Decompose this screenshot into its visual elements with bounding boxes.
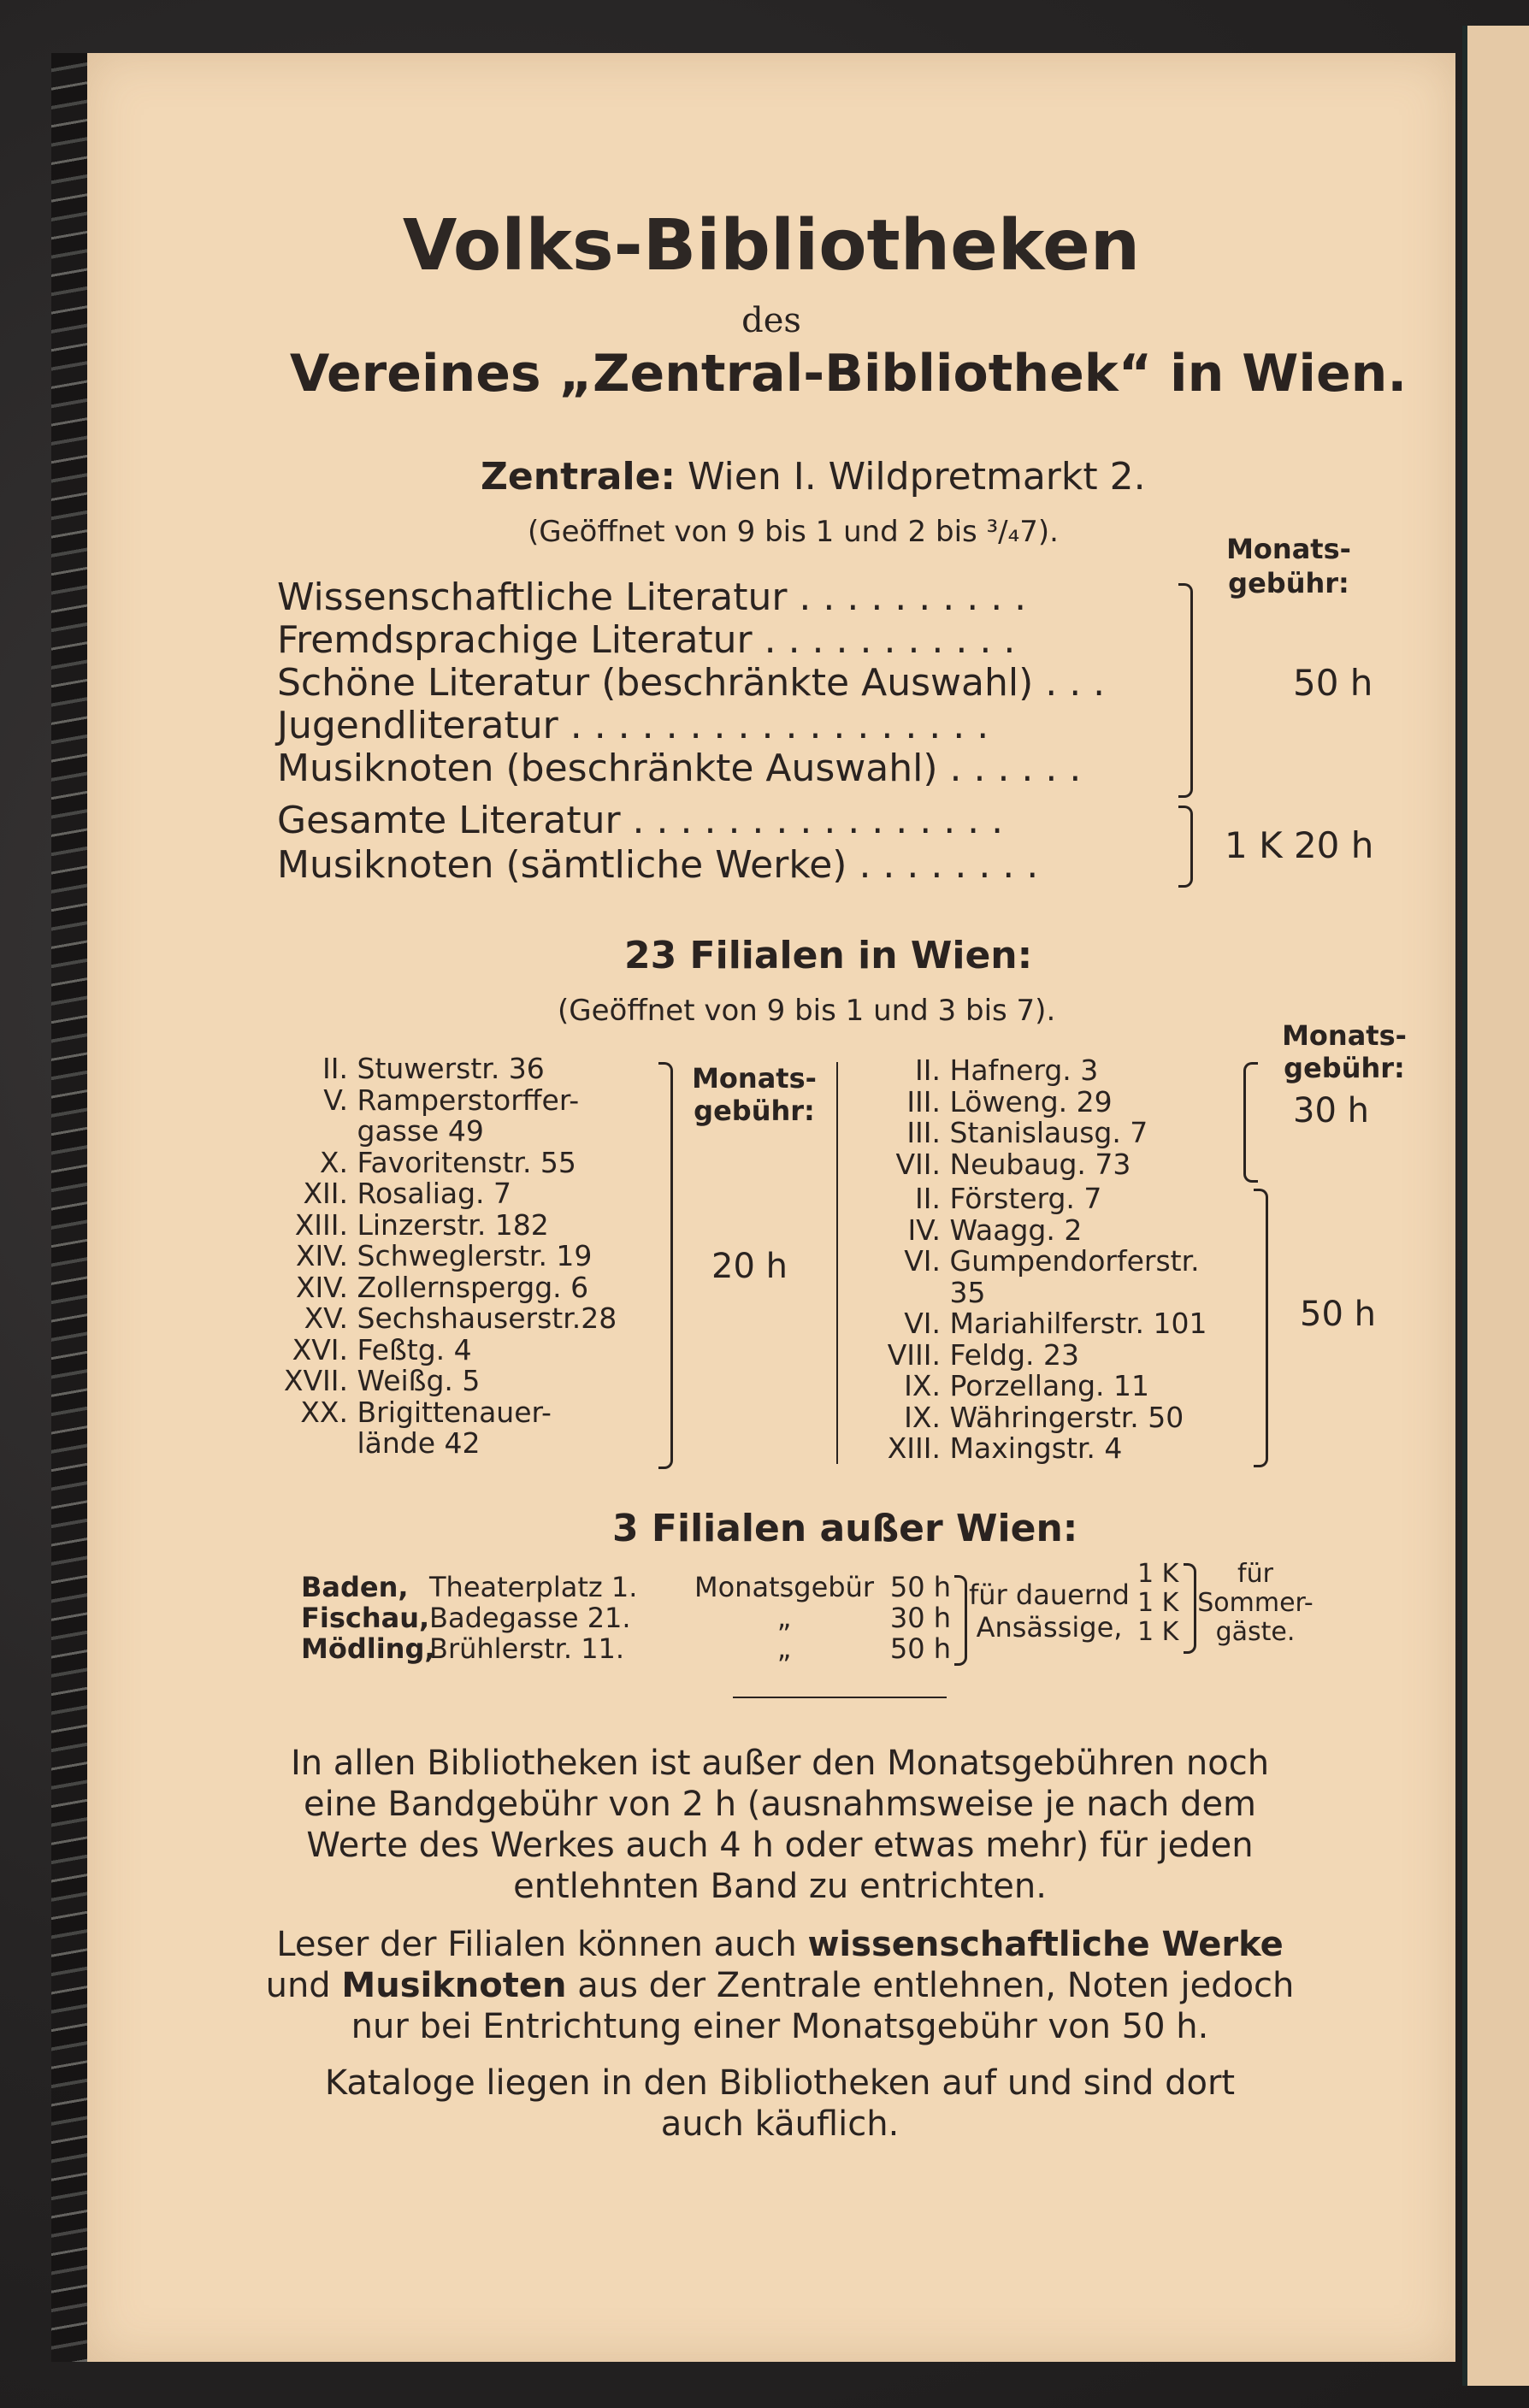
k-value: 1 K xyxy=(1137,1588,1179,1618)
note-paragraph-2 xyxy=(181,1924,1378,2047)
list-item: Gesamte Literatur . . . . . . . . . . . . . . . . xyxy=(277,799,1004,842)
table-row: III. Stanislausg. 7 xyxy=(906,1116,1148,1149)
group1-brace xyxy=(1178,583,1193,798)
ausser-brace-a xyxy=(954,1575,967,1666)
left-brace xyxy=(658,1062,673,1469)
table-row: VI. Gumpendorferstr. xyxy=(904,1244,1200,1278)
note-line: entlehnten Band zu entrichten. xyxy=(513,1867,1047,1906)
note-line: Leser der Filialen können auch wissenschaftliche Werke xyxy=(276,1925,1284,1964)
zentrale-address: Wien I. Wildpretmarkt 2. xyxy=(688,455,1146,499)
table-row: XIII. Linzerstr. 182 xyxy=(294,1207,549,1242)
list-item: Musiknoten (sämtliche Werke) . . . . . . . . xyxy=(277,843,1039,887)
zentrale-label: Zentrale: xyxy=(481,455,676,499)
table-row: III. Löweng. 29 xyxy=(906,1084,1113,1118)
fee-header-line2: gebühr: xyxy=(1284,1052,1405,1084)
note-line: und Musiknoten aus der Zentrale entlehnen, Noten jedoch xyxy=(265,1966,1295,2005)
resident-line1: für dauernd xyxy=(969,1579,1130,1611)
divider-rule xyxy=(733,1697,947,1698)
right-brace-a xyxy=(1243,1062,1258,1183)
table-row: V. Ramperstorffer- xyxy=(323,1083,580,1117)
summer-line3: gäste. xyxy=(1215,1617,1296,1647)
page-subtitle: Vereines „Zentral-Bibliothek“ in Wien. xyxy=(289,344,1408,404)
adjacent-page-edge xyxy=(1462,26,1529,2386)
group2-brace xyxy=(1178,806,1193,888)
note-line: Kataloge liegen in den Bibliotheken auf und sind dort xyxy=(324,2063,1236,2103)
k-value: 1 K xyxy=(1137,1617,1179,1647)
summer-line2: Sommer- xyxy=(1197,1588,1314,1618)
table-row: X. Favoritenstr. 55 xyxy=(319,1145,576,1179)
table-row: II. Hafnerg. 3 xyxy=(915,1054,1099,1087)
filialen-hours: (Geöffnet von 9 bis 1 und 3 bis 7). xyxy=(558,994,1056,1028)
summer-line1: für xyxy=(1237,1559,1273,1589)
column-divider xyxy=(836,1062,838,1464)
table-row: Baden, Theaterplatz 1. Monatsgebür 50 h xyxy=(301,1571,951,1603)
zentrale-group1 xyxy=(277,576,1105,790)
table-row: Fischau,Badegasse 21. „ 30 h xyxy=(301,1602,951,1634)
note-paragraph-3 xyxy=(181,2063,1378,2145)
table-row: XVII. Weißg. 5 xyxy=(283,1364,481,1397)
fee-header-line2: gebühr: xyxy=(694,1095,815,1127)
left-fee: 20 h xyxy=(711,1247,788,1286)
note-line: auch käuflich. xyxy=(660,2104,900,2144)
fee-header-line1: Monats- xyxy=(1226,533,1351,565)
summer-label xyxy=(1195,1560,1315,1647)
right-fee-a: 30 h xyxy=(1293,1091,1369,1130)
document-page xyxy=(87,53,1455,2362)
note-line: In allen Bibliotheken ist außer den Monatsgebühren noch xyxy=(290,1744,1270,1783)
zentrale-fee-header xyxy=(1207,532,1370,600)
table-row: XVI. Feßtg. 4 xyxy=(292,1332,472,1366)
note-line: nur bei Entrichtung einer Monatsgebühr von 50 h. xyxy=(351,2007,1209,2046)
filialen-left-list xyxy=(263,1054,617,1460)
table-row: XV. Sechshauserstr.28 xyxy=(304,1301,617,1335)
resident-line2: Ansässige, xyxy=(976,1611,1123,1644)
zentrale-hours: (Geöffnet von 9 bis 1 und 2 bis ³/₄7). xyxy=(528,515,1059,549)
filialen-right-list-a xyxy=(857,1055,1148,1180)
filialen-right-list-b xyxy=(857,1183,1207,1465)
table-row: XIV. Schweglerstr. 19 xyxy=(295,1239,593,1272)
zentrale-group2 xyxy=(277,799,1038,888)
table-row: II. Stuwerstr. 36 xyxy=(322,1052,545,1085)
ausser-k-values xyxy=(1137,1560,1178,1647)
table-row: VIII. Feldg. 23 xyxy=(887,1337,1080,1372)
list-item: Wissenschaftliche Literatur . . . . . . . . . . xyxy=(277,575,1027,619)
table-row: Mödling,Brühlerstr. 11. „ 50 h xyxy=(301,1632,951,1665)
ausser-list xyxy=(301,1572,951,1664)
group2-fee: 1 K 20 h xyxy=(1225,824,1374,866)
table-row: IX. Währingerstr. 50 xyxy=(904,1400,1184,1434)
table-row: XII. Rosaliag. 7 xyxy=(303,1177,512,1210)
zentrale-line xyxy=(481,455,1146,499)
ausser-heading: 3 Filialen außer Wien: xyxy=(612,1507,1078,1550)
table-row: II. Försterg. 7 xyxy=(915,1182,1102,1215)
table-row: IV. Waagg. 2 xyxy=(907,1213,1083,1247)
list-item: Musiknoten (beschränkte Auswahl) . . . . . . xyxy=(277,747,1082,790)
right-brace-b xyxy=(1254,1189,1268,1467)
table-row: XIII. Maxingstr. 4 xyxy=(887,1431,1123,1465)
page-title: Volks-Bibliotheken xyxy=(402,205,1141,286)
list-item: Fremdsprachige Literatur . . . . . . . . . . . xyxy=(277,618,1016,662)
k-value: 1 K xyxy=(1137,1559,1179,1589)
note-paragraph-1 xyxy=(181,1743,1378,1907)
list-item: Jugendliteratur . . . . . . . . . . . . . . . . . . xyxy=(277,704,989,747)
filialen-heading: 23 Filialen in Wien: xyxy=(624,934,1033,977)
note-line: Werte des Werkes auch 4 h oder etwas mehr) für jeden xyxy=(306,1826,1254,1865)
ausser-brace-b xyxy=(1184,1563,1196,1654)
note-line: eine Bandgebühr von 2 h (ausnahmsweise je nach dem xyxy=(303,1785,1257,1824)
table-row: VII. Neubaug. 73 xyxy=(895,1147,1131,1181)
list-item: Schöne Literatur (beschränkte Auswahl) . . . xyxy=(277,661,1106,705)
table-row: lände 42 xyxy=(357,1426,481,1460)
table-row: XIV. Zollernspergg. 6 xyxy=(295,1270,589,1304)
left-fee-header xyxy=(677,1062,831,1127)
fee-header-line1: Monats- xyxy=(692,1062,817,1095)
table-row: VI. Mariahilferstr. 101 xyxy=(904,1307,1207,1340)
group1-fee: 50 h xyxy=(1293,662,1373,704)
right-fee-b: 50 h xyxy=(1300,1295,1376,1334)
fee-header-line2: gebühr: xyxy=(1228,567,1349,599)
right-fee-header xyxy=(1267,1019,1421,1084)
table-row: XX. Brigittenauer- xyxy=(300,1395,552,1429)
table-row: IX. Porzellang. 11 xyxy=(904,1369,1149,1402)
fee-header-line1: Monats- xyxy=(1282,1019,1407,1052)
des-line: des xyxy=(741,301,801,340)
table-row: 35 xyxy=(949,1275,986,1309)
resident-label xyxy=(968,1579,1131,1644)
table-row: gasse 49 xyxy=(357,1114,484,1148)
